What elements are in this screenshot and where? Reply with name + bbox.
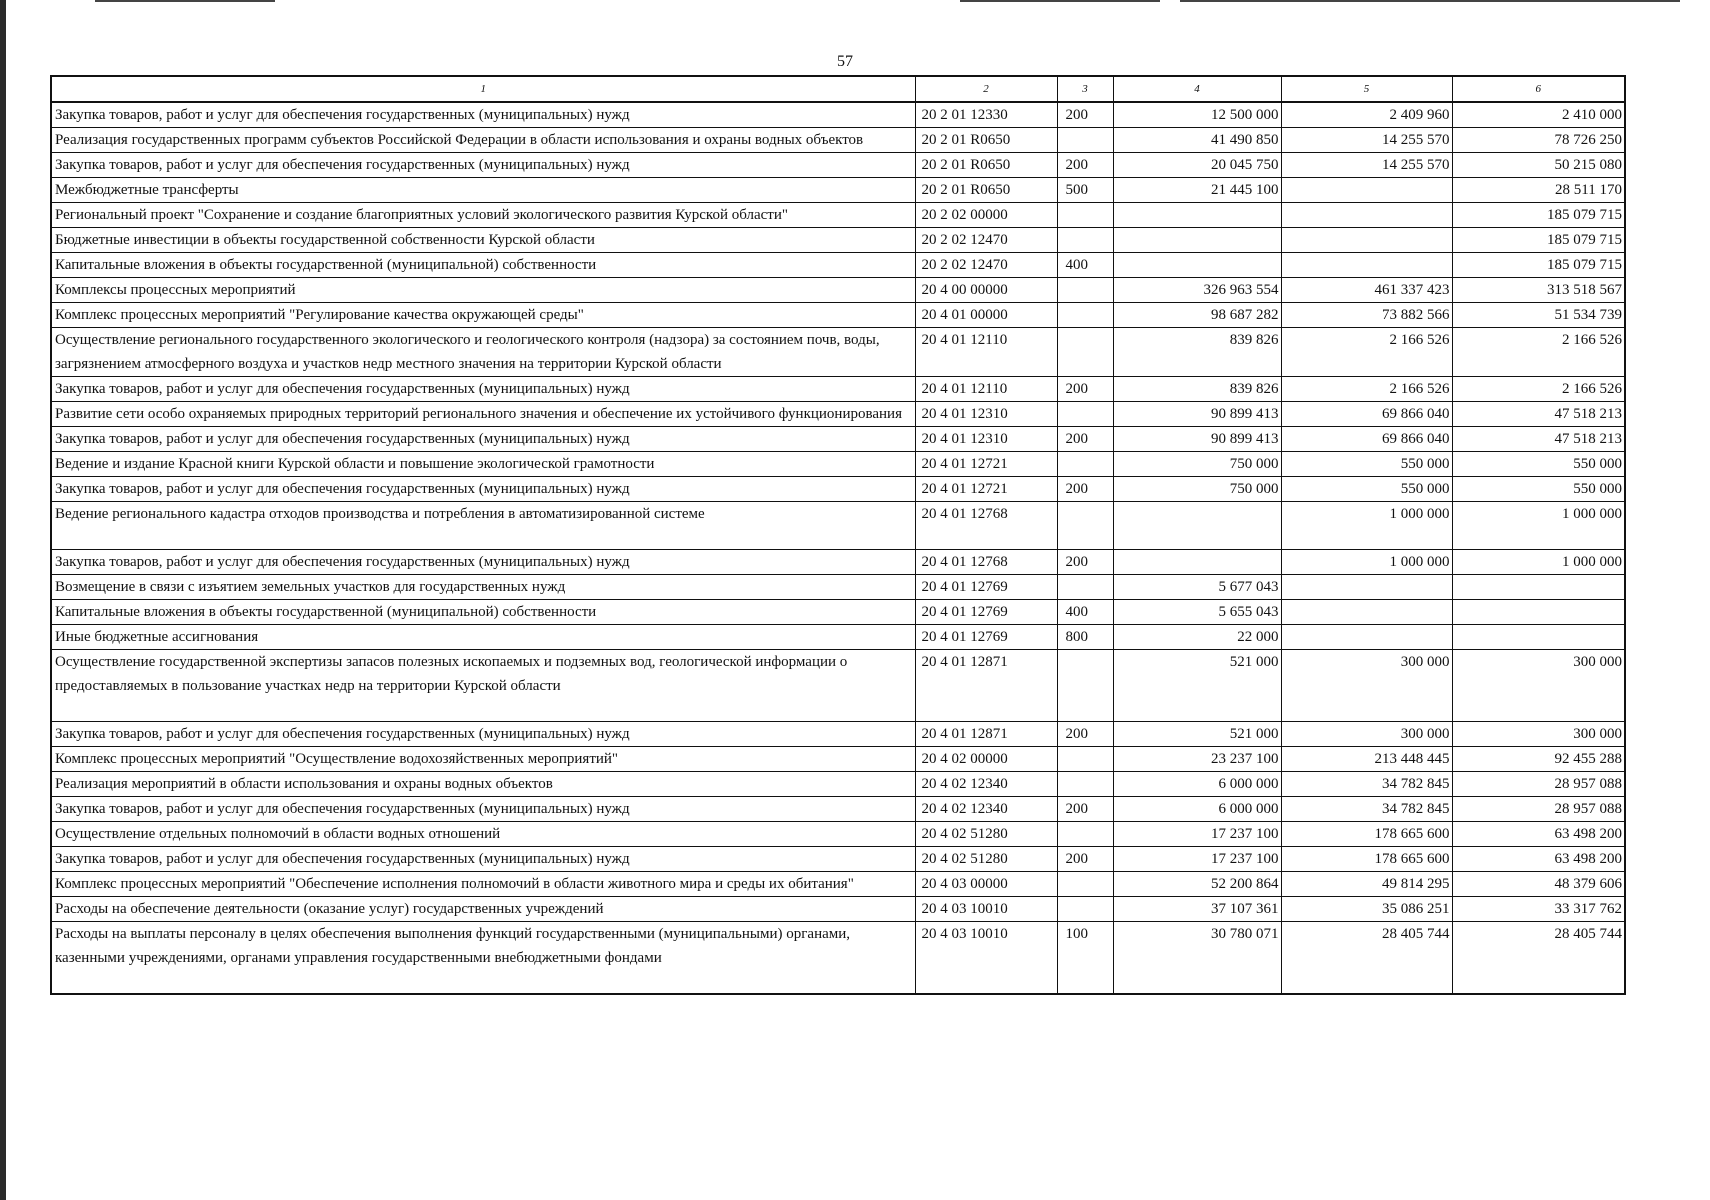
table-row	[51, 772, 1625, 797]
table-row	[51, 153, 1625, 178]
amount-col4-cell: 750 000	[1113, 452, 1281, 477]
row-name-cell: Иные бюджетные ассигнования	[51, 625, 915, 650]
amount-col5-cell: 461 337 423	[1281, 278, 1452, 303]
expense-type-cell: 200	[1057, 722, 1113, 747]
target-code-cell: 20 2 01 12330	[915, 102, 1057, 128]
column-header: 2	[915, 76, 1057, 102]
amount-col4-cell	[1113, 228, 1281, 253]
amount-col4-cell: 30 780 071	[1113, 922, 1281, 994]
target-code-cell: 20 4 01 12769	[915, 625, 1057, 650]
target-code-cell: 20 2 02 00000	[915, 203, 1057, 228]
amount-col6-cell: 51 534 739	[1452, 303, 1625, 328]
amount-col6-cell: 550 000	[1452, 452, 1625, 477]
table-row	[51, 228, 1625, 253]
row-name-cell: Возмещение в связи с изъятием земельных участков для государственных нужд	[51, 575, 915, 600]
expense-type-cell	[1057, 822, 1113, 847]
amount-col6-cell: 1 000 000	[1452, 502, 1625, 550]
amount-col6-cell: 92 455 288	[1452, 747, 1625, 772]
amount-col5-cell: 550 000	[1281, 477, 1452, 502]
amount-col4-cell: 52 200 864	[1113, 872, 1281, 897]
amount-col4-cell: 839 826	[1113, 377, 1281, 402]
scan-top-artifact	[1180, 0, 1680, 2]
amount-col6-cell: 2 166 526	[1452, 377, 1625, 402]
amount-col4-cell: 22 000	[1113, 625, 1281, 650]
amount-col6-cell: 78 726 250	[1452, 128, 1625, 153]
expense-type-cell	[1057, 575, 1113, 600]
amount-col6-cell: 48 379 606	[1452, 872, 1625, 897]
amount-col5-cell: 69 866 040	[1281, 427, 1452, 452]
table-row	[51, 650, 1625, 722]
row-name-cell: Развитие сети особо охраняемых природных территорий регионального значения и обеспечение их устойчивого функционирования	[51, 402, 915, 427]
row-name-cell: Комплексы процессных мероприятий	[51, 278, 915, 303]
amount-col4-cell	[1113, 203, 1281, 228]
amount-col6-cell: 2 166 526	[1452, 328, 1625, 377]
table-row	[51, 102, 1625, 128]
amount-col6-cell: 47 518 213	[1452, 402, 1625, 427]
amount-col4-cell	[1113, 253, 1281, 278]
amount-col5-cell: 1 000 000	[1281, 502, 1452, 550]
amount-col4-cell: 326 963 554	[1113, 278, 1281, 303]
amount-col4-cell: 20 045 750	[1113, 153, 1281, 178]
target-code-cell: 20 4 01 12871	[915, 650, 1057, 722]
target-code-cell: 20 4 01 12110	[915, 377, 1057, 402]
amount-col6-cell: 63 498 200	[1452, 822, 1625, 847]
table-row	[51, 377, 1625, 402]
target-code-cell: 20 2 02 12470	[915, 253, 1057, 278]
scan-top-artifact	[95, 0, 275, 2]
expense-type-cell	[1057, 128, 1113, 153]
target-code-cell: 20 2 02 12470	[915, 228, 1057, 253]
target-code-cell: 20 2 01 R0650	[915, 178, 1057, 203]
amount-col5-cell: 300 000	[1281, 650, 1452, 722]
amount-col6-cell: 28 511 170	[1452, 178, 1625, 203]
row-name-cell: Осуществление отдельных полномочий в области водных отношений	[51, 822, 915, 847]
expense-type-cell: 400	[1057, 600, 1113, 625]
table-row	[51, 303, 1625, 328]
amount-col4-cell: 23 237 100	[1113, 747, 1281, 772]
table-row	[51, 625, 1625, 650]
amount-col5-cell: 34 782 845	[1281, 797, 1452, 822]
table-row	[51, 502, 1625, 550]
amount-col4-cell: 5 655 043	[1113, 600, 1281, 625]
column-header: 5	[1281, 76, 1452, 102]
amount-col6-cell: 33 317 762	[1452, 897, 1625, 922]
scan-left-edge	[0, 0, 6, 1200]
expense-type-cell	[1057, 872, 1113, 897]
amount-col5-cell	[1281, 600, 1452, 625]
table-row	[51, 797, 1625, 822]
row-name-cell: Расходы на обеспечение деятельности (оказание услуг) государственных учреждений	[51, 897, 915, 922]
expense-type-cell	[1057, 650, 1113, 722]
amount-col5-cell: 73 882 566	[1281, 303, 1452, 328]
amount-col6-cell	[1452, 575, 1625, 600]
table-row	[51, 600, 1625, 625]
target-code-cell: 20 4 01 12721	[915, 477, 1057, 502]
target-code-cell: 20 4 02 12340	[915, 772, 1057, 797]
target-code-cell: 20 4 01 12310	[915, 402, 1057, 427]
amount-col6-cell	[1452, 600, 1625, 625]
target-code-cell: 20 4 01 12768	[915, 502, 1057, 550]
amount-col5-cell	[1281, 203, 1452, 228]
expense-type-cell	[1057, 897, 1113, 922]
target-code-cell: 20 4 01 12721	[915, 452, 1057, 477]
table-row	[51, 575, 1625, 600]
amount-col6-cell: 185 079 715	[1452, 253, 1625, 278]
table-body	[51, 102, 1625, 994]
table-row	[51, 203, 1625, 228]
row-name-cell: Осуществление регионального государственного экологического и геологического контроля (надзора) за состоянием почв, воды, загрязнением атмосферного воздуха и участков недр местного значения на территории Курской области	[51, 328, 915, 377]
amount-col6-cell: 550 000	[1452, 477, 1625, 502]
row-name-cell: Комплекс процессных мероприятий "Регулирование качества окружающей среды"	[51, 303, 915, 328]
amount-col4-cell: 90 899 413	[1113, 427, 1281, 452]
amount-col4-cell: 839 826	[1113, 328, 1281, 377]
expense-type-cell: 200	[1057, 477, 1113, 502]
expense-type-cell	[1057, 328, 1113, 377]
amount-col4-cell: 17 237 100	[1113, 822, 1281, 847]
table-row	[51, 747, 1625, 772]
amount-col5-cell: 300 000	[1281, 722, 1452, 747]
amount-col6-cell: 300 000	[1452, 722, 1625, 747]
amount-col6-cell: 2 410 000	[1452, 102, 1625, 128]
table-row	[51, 847, 1625, 872]
table-row	[51, 328, 1625, 377]
amount-col4-cell: 750 000	[1113, 477, 1281, 502]
row-name-cell: Комплекс процессных мероприятий "Обеспечение исполнения полномочий в области животного мира и среды их обитания"	[51, 872, 915, 897]
amount-col6-cell: 28 405 744	[1452, 922, 1625, 994]
table-row	[51, 427, 1625, 452]
amount-col5-cell: 2 166 526	[1281, 328, 1452, 377]
amount-col6-cell: 1 000 000	[1452, 550, 1625, 575]
amount-col5-cell: 2 409 960	[1281, 102, 1452, 128]
amount-col6-cell: 28 957 088	[1452, 797, 1625, 822]
target-code-cell: 20 4 01 12768	[915, 550, 1057, 575]
expense-type-cell: 800	[1057, 625, 1113, 650]
target-code-cell: 20 4 00 00000	[915, 278, 1057, 303]
amount-col5-cell	[1281, 625, 1452, 650]
row-name-cell: Бюджетные инвестиции в объекты государственной собственности Курской области	[51, 228, 915, 253]
row-name-cell: Закупка товаров, работ и услуг для обеспечения государственных (муниципальных) нужд	[51, 550, 915, 575]
table-row	[51, 452, 1625, 477]
row-name-cell: Капитальные вложения в объекты государственной (муниципальной) собственности	[51, 253, 915, 278]
row-name-cell: Ведение регионального кадастра отходов производства и потребления в автоматизированной системе	[51, 502, 915, 550]
amount-col6-cell	[1452, 625, 1625, 650]
target-code-cell: 20 2 01 R0650	[915, 128, 1057, 153]
expense-type-cell: 200	[1057, 377, 1113, 402]
table-row	[51, 822, 1625, 847]
amount-col4-cell: 41 490 850	[1113, 128, 1281, 153]
table-row	[51, 722, 1625, 747]
row-name-cell: Закупка товаров, работ и услуг для обеспечения государственных (муниципальных) нужд	[51, 797, 915, 822]
row-name-cell: Закупка товаров, работ и услуг для обеспечения государственных (муниципальных) нужд	[51, 477, 915, 502]
amount-col5-cell: 35 086 251	[1281, 897, 1452, 922]
column-header: 3	[1057, 76, 1113, 102]
target-code-cell: 20 4 01 12769	[915, 600, 1057, 625]
amount-col4-cell: 17 237 100	[1113, 847, 1281, 872]
expense-type-cell	[1057, 502, 1113, 550]
target-code-cell: 20 4 01 12871	[915, 722, 1057, 747]
amount-col6-cell: 185 079 715	[1452, 228, 1625, 253]
row-name-cell: Ведение и издание Красной книги Курской области и повышение экологической грамотности	[51, 452, 915, 477]
amount-col5-cell	[1281, 575, 1452, 600]
table-row	[51, 178, 1625, 203]
row-name-cell: Закупка товаров, работ и услуг для обеспечения государственных (муниципальных) нужд	[51, 427, 915, 452]
expense-type-cell: 400	[1057, 253, 1113, 278]
amount-col4-cell: 5 677 043	[1113, 575, 1281, 600]
expense-type-cell: 500	[1057, 178, 1113, 203]
row-name-cell: Расходы на выплаты персоналу в целях обеспечения выполнения функций государственными (муниципальными) органами, казенными учреждениями, органами управления государственными внебюджетными фондами	[51, 922, 915, 994]
budget-table	[50, 75, 1626, 995]
amount-col4-cell: 90 899 413	[1113, 402, 1281, 427]
expense-type-cell	[1057, 402, 1113, 427]
expense-type-cell	[1057, 278, 1113, 303]
table-row	[51, 922, 1625, 994]
scan-top-artifact	[960, 0, 1160, 2]
row-name-cell: Закупка товаров, работ и услуг для обеспечения государственных (муниципальных) нужд	[51, 722, 915, 747]
amount-col4-cell	[1113, 550, 1281, 575]
expense-type-cell	[1057, 203, 1113, 228]
target-code-cell: 20 4 03 00000	[915, 872, 1057, 897]
header-row	[51, 76, 1625, 102]
row-name-cell: Закупка товаров, работ и услуг для обеспечения государственных (муниципальных) нужд	[51, 102, 915, 128]
row-name-cell: Реализация мероприятий в области использования и охраны водных объектов	[51, 772, 915, 797]
amount-col5-cell: 28 405 744	[1281, 922, 1452, 994]
expense-type-cell: 200	[1057, 153, 1113, 178]
column-header: 1	[51, 76, 915, 102]
expense-type-cell: 100	[1057, 922, 1113, 994]
row-name-cell: Межбюджетные трансферты	[51, 178, 915, 203]
amount-col4-cell: 12 500 000	[1113, 102, 1281, 128]
amount-col5-cell: 213 448 445	[1281, 747, 1452, 772]
row-name-cell: Закупка товаров, работ и услуг для обеспечения государственных (муниципальных) нужд	[51, 153, 915, 178]
target-code-cell: 20 4 01 12310	[915, 427, 1057, 452]
amount-col4-cell	[1113, 502, 1281, 550]
table-row	[51, 278, 1625, 303]
amount-col5-cell: 178 665 600	[1281, 822, 1452, 847]
amount-col4-cell: 6 000 000	[1113, 797, 1281, 822]
amount-col6-cell: 63 498 200	[1452, 847, 1625, 872]
table-row	[51, 872, 1625, 897]
table-row	[51, 253, 1625, 278]
row-name-cell: Региональный проект "Сохранение и создание благоприятных условий экологического развития Курской области"	[51, 203, 915, 228]
target-code-cell: 20 4 03 10010	[915, 922, 1057, 994]
row-name-cell: Реализация государственных программ субъектов Российской Федерации в области использования и охраны водных объектов	[51, 128, 915, 153]
target-code-cell: 20 4 02 51280	[915, 822, 1057, 847]
target-code-cell: 20 4 01 00000	[915, 303, 1057, 328]
amount-col5-cell	[1281, 228, 1452, 253]
amount-col5-cell: 34 782 845	[1281, 772, 1452, 797]
amount-col6-cell: 313 518 567	[1452, 278, 1625, 303]
amount-col4-cell: 521 000	[1113, 650, 1281, 722]
expense-type-cell: 200	[1057, 102, 1113, 128]
row-name-cell: Закупка товаров, работ и услуг для обеспечения государственных (муниципальных) нужд	[51, 377, 915, 402]
amount-col4-cell: 37 107 361	[1113, 897, 1281, 922]
amount-col5-cell: 69 866 040	[1281, 402, 1452, 427]
amount-col6-cell: 185 079 715	[1452, 203, 1625, 228]
amount-col4-cell: 6 000 000	[1113, 772, 1281, 797]
expense-type-cell	[1057, 772, 1113, 797]
column-header: 4	[1113, 76, 1281, 102]
table-row	[51, 897, 1625, 922]
amount-col6-cell: 300 000	[1452, 650, 1625, 722]
target-code-cell: 20 4 03 10010	[915, 897, 1057, 922]
table-row	[51, 402, 1625, 427]
page-number: 57	[837, 53, 853, 70]
expense-type-cell	[1057, 452, 1113, 477]
amount-col5-cell: 14 255 570	[1281, 128, 1452, 153]
expense-type-cell: 200	[1057, 550, 1113, 575]
amount-col5-cell: 2 166 526	[1281, 377, 1452, 402]
row-name-cell: Капитальные вложения в объекты государственной (муниципальной) собственности	[51, 600, 915, 625]
amount-col5-cell: 14 255 570	[1281, 153, 1452, 178]
expense-type-cell: 200	[1057, 847, 1113, 872]
amount-col5-cell: 49 814 295	[1281, 872, 1452, 897]
expense-type-cell	[1057, 303, 1113, 328]
amount-col4-cell: 521 000	[1113, 722, 1281, 747]
amount-col6-cell: 47 518 213	[1452, 427, 1625, 452]
expense-type-cell	[1057, 228, 1113, 253]
amount-col6-cell: 50 215 080	[1452, 153, 1625, 178]
row-name-cell: Закупка товаров, работ и услуг для обеспечения государственных (муниципальных) нужд	[51, 847, 915, 872]
expense-type-cell: 200	[1057, 427, 1113, 452]
target-code-cell: 20 4 01 12110	[915, 328, 1057, 377]
amount-col4-cell: 98 687 282	[1113, 303, 1281, 328]
target-code-cell: 20 4 02 51280	[915, 847, 1057, 872]
table-row	[51, 550, 1625, 575]
amount-col5-cell: 1 000 000	[1281, 550, 1452, 575]
amount-col5-cell: 178 665 600	[1281, 847, 1452, 872]
amount-col6-cell: 28 957 088	[1452, 772, 1625, 797]
column-header: 6	[1452, 76, 1625, 102]
target-code-cell: 20 4 02 12340	[915, 797, 1057, 822]
target-code-cell: 20 4 01 12769	[915, 575, 1057, 600]
expense-type-cell: 200	[1057, 797, 1113, 822]
expense-type-cell	[1057, 747, 1113, 772]
amount-col4-cell: 21 445 100	[1113, 178, 1281, 203]
target-code-cell: 20 4 02 00000	[915, 747, 1057, 772]
table-row	[51, 128, 1625, 153]
table-row	[51, 477, 1625, 502]
amount-col5-cell: 550 000	[1281, 452, 1452, 477]
amount-col5-cell	[1281, 253, 1452, 278]
target-code-cell: 20 2 01 R0650	[915, 153, 1057, 178]
row-name-cell: Осуществление государственной экспертизы запасов полезных ископаемых и подземных вод, геологической информации о предоставляемых в пользование участках недр на территории Курской области	[51, 650, 915, 722]
amount-col5-cell	[1281, 178, 1452, 203]
row-name-cell: Комплекс процессных мероприятий "Осуществление водохозяйственных мероприятий"	[51, 747, 915, 772]
